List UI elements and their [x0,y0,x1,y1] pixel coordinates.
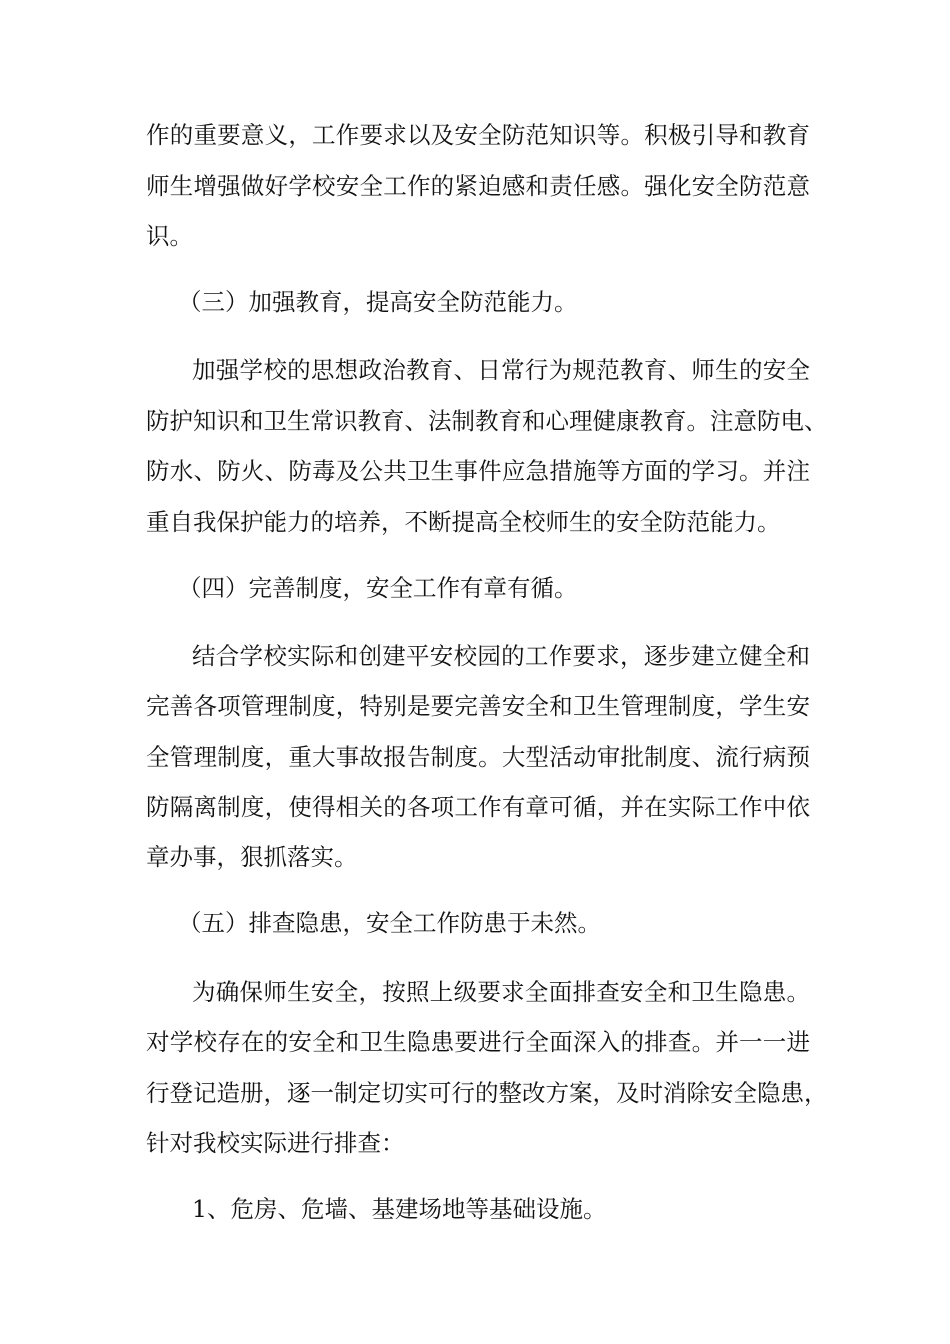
section-heading-3: （三）加强教育，提高安全防范能力。 [178,288,578,316]
paragraph-line: 章办事，狠抓落实。 [146,843,358,871]
paragraph-line: 对学校存在的安全和卫生隐患要进行全面深入的排查。并一一进 [146,1028,810,1056]
paragraph-line: 防护知识和卫生常识教育、法制教育和心理健康教育。注意防电、 [146,407,828,435]
paragraph-line: 作的重要意义，工作要求以及安全防范知识等。积极引导和教育 [146,121,810,149]
paragraph-line: 全管理制度，重大事故报告制度。大型活动审批制度、流行病预 [146,743,810,771]
paragraph-line: 识。 [146,222,193,250]
paragraph-line: 加强学校的思想政治教育、日常行为规范教育、师生的安全 [192,356,810,384]
section-heading-4: （四）完善制度，安全工作有章有循。 [178,574,578,602]
paragraph-line: 重自我保护能力的培养，不断提高全校师生的安全防范能力。 [146,508,781,536]
section-heading-5: （五）排查隐患，安全工作防患于未然。 [178,909,601,937]
paragraph-line: 防隔离制度，使得相关的各项工作有章可循，并在实际工作中依 [146,793,810,821]
paragraph-line: 针对我校实际进行排查： [146,1129,405,1157]
paragraph-line: 为确保师生安全，按照上级要求全面排查安全和卫生隐患。 [192,978,810,1006]
paragraph-line: 师生增强做好学校安全工作的紧迫感和责任感。强化安全防范意 [146,172,810,200]
list-item: 1、危房、危墙、基建场地等基础设施。 [192,1195,607,1223]
paragraph-line: 结合学校实际和创建平安校园的工作要求，逐步建立健全和 [192,642,810,670]
paragraph-line: 完善各项管理制度，特别是要完善安全和卫生管理制度，学生安 [146,692,810,720]
paragraph-line: 防水、防火、防毒及公共卫生事件应急措施等方面的学习。并注 [146,457,810,485]
paragraph-line: 行登记造册，逐一制定切实可行的整改方案，及时消除安全隐患， [146,1079,828,1107]
